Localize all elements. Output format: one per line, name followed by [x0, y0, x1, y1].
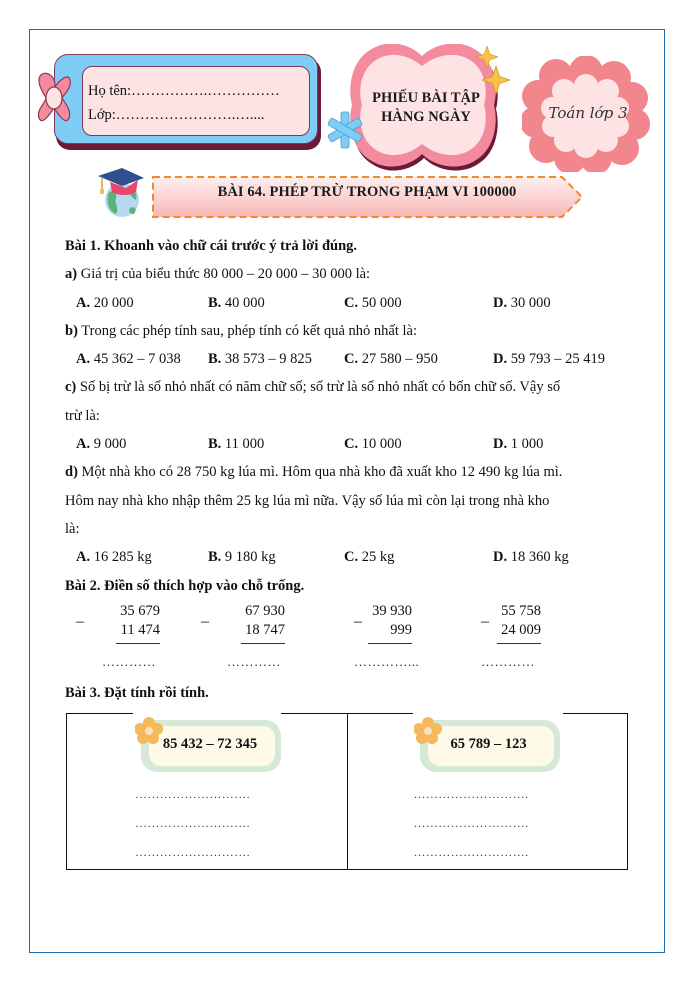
question-label: b): [65, 322, 78, 339]
minus-sign: –: [354, 613, 362, 630]
answer-blank[interactable]: …………: [102, 654, 156, 669]
working-line[interactable]: ……………………….: [135, 787, 250, 801]
border-gap: [133, 712, 281, 716]
minus-sign: –: [481, 613, 489, 630]
subject-label: Toán lớp 3: [548, 104, 628, 122]
result-rule: [116, 643, 160, 644]
bow-icon: [36, 70, 72, 126]
question-b: [65, 317, 645, 345]
student-class-field[interactable]: Lớp:…………………….…....: [88, 107, 265, 123]
option-d[interactable]: D. 18 360 kg: [493, 549, 569, 566]
title-line-2: HÀNG NGÀY: [381, 109, 471, 125]
worksheet-title: [356, 89, 496, 127]
question-c: [65, 373, 645, 401]
question-text: Giá trị của biểu thức 80 000 – 20 000 – 30 000 là:: [77, 266, 371, 283]
calculation-cell-2: [347, 714, 628, 869]
options-d: [65, 543, 645, 571]
options-c: [65, 430, 645, 458]
question-d-cont: Hôm nay nhà kho nhập thêm 25 kg lúa mì nữa. Vậy số lúa mì còn lại trong nhà kho: [65, 492, 550, 509]
result-rule: [368, 643, 412, 644]
answer-blank[interactable]: …………...: [354, 654, 420, 669]
graduation-globe-icon: [96, 164, 146, 218]
option-c[interactable]: C. 27 580 – 950: [344, 351, 438, 368]
answer-blank[interactable]: …………: [481, 654, 535, 669]
option-a[interactable]: A. 45 362 – 7 038: [76, 351, 181, 368]
working-line[interactable]: ……………………….: [135, 816, 250, 830]
option-d[interactable]: D. 30 000: [493, 294, 551, 311]
option-b[interactable]: B. 38 573 – 9 825: [208, 351, 312, 368]
option-a[interactable]: A. 9 000: [76, 436, 127, 453]
minus-sign: –: [76, 613, 84, 630]
result-rule: [241, 643, 285, 644]
expression: 85 432 – 72 345: [162, 736, 258, 752]
option-b[interactable]: B. 11 000: [208, 436, 265, 453]
subtrahend: 11 474: [120, 622, 160, 638]
exercise-1-heading: Bài 1. Khoanh vào chữ cái trước ý trả lời đúng.: [65, 238, 358, 254]
option-b[interactable]: B. 40 000: [208, 294, 265, 311]
question-d: [65, 458, 645, 486]
question-text: Một nhà kho có 28 750 kg lúa mì. Hôm qua nhà kho đã xuất kho 12 490 kg lúa mì.: [77, 464, 563, 481]
question-text: Số bị trừ là số nhỏ nhất có năm chữ số; số trừ là số nhỏ nhất có bốn chữ số. Vậy số: [76, 379, 561, 396]
options-b: [65, 345, 645, 373]
exercise-2-heading: Bài 2. Điền số thích hợp vào chỗ trống.: [65, 577, 305, 594]
sparkle-icon: [476, 46, 498, 68]
working-line[interactable]: ……………………….: [413, 787, 529, 801]
options-a: [65, 289, 645, 317]
answer-blank[interactable]: …………: [227, 654, 281, 669]
worksheet-body: [65, 232, 645, 600]
option-c[interactable]: C. 50 000: [344, 294, 402, 311]
option-a[interactable]: A. 20 000: [76, 294, 134, 311]
question-c-cont: trừ là:: [65, 407, 100, 424]
option-b[interactable]: B. 9 180 kg: [208, 549, 276, 566]
question-label: d): [65, 464, 78, 481]
calculation-cell-1: [67, 714, 347, 869]
title-line-1: PHIẾU BÀI TẬP: [372, 90, 480, 106]
subtrahend: 999: [390, 622, 412, 638]
question-label: c): [65, 379, 77, 396]
working-line[interactable]: ……………………….: [413, 845, 529, 859]
question-label: a): [65, 266, 78, 283]
option-c[interactable]: C. 25 kg: [344, 549, 395, 566]
option-d[interactable]: D. 1 000: [493, 436, 544, 453]
option-a[interactable]: A. 16 285 kg: [76, 549, 152, 566]
calculation-table: [66, 713, 628, 870]
minuend: 35 679: [120, 603, 160, 619]
question-a: [65, 260, 645, 288]
lesson-title: BÀI 64. PHÉP TRỪ TRONG PHẠM VI 100000: [217, 184, 517, 200]
student-info: [82, 66, 310, 136]
exercise-3-heading: Bài 3. Đặt tính rồi tính.: [65, 685, 209, 701]
result-rule: [497, 643, 541, 644]
question-d-cont2: là:: [65, 520, 80, 537]
minuend: 67 930: [245, 603, 285, 619]
subtrahend: 18 747: [245, 622, 285, 638]
minuend: 39 930: [372, 603, 412, 619]
minuend: 55 758: [501, 603, 541, 619]
question-text: Trong các phép tính sau, phép tính có kết quả nhỏ nhất là:: [77, 322, 417, 339]
working-line[interactable]: ……………………….: [413, 816, 529, 830]
working-line[interactable]: ……………………….: [135, 845, 250, 859]
option-d[interactable]: D. 59 793 – 25 419: [493, 351, 605, 368]
subtrahend: 24 009: [501, 622, 541, 638]
minus-sign: –: [201, 613, 209, 630]
student-name-field[interactable]: Họ tên:…………….……………: [88, 83, 280, 99]
option-c[interactable]: C. 10 000: [344, 436, 402, 453]
border-gap: [413, 712, 563, 716]
expression: 65 789 – 123: [450, 736, 527, 752]
